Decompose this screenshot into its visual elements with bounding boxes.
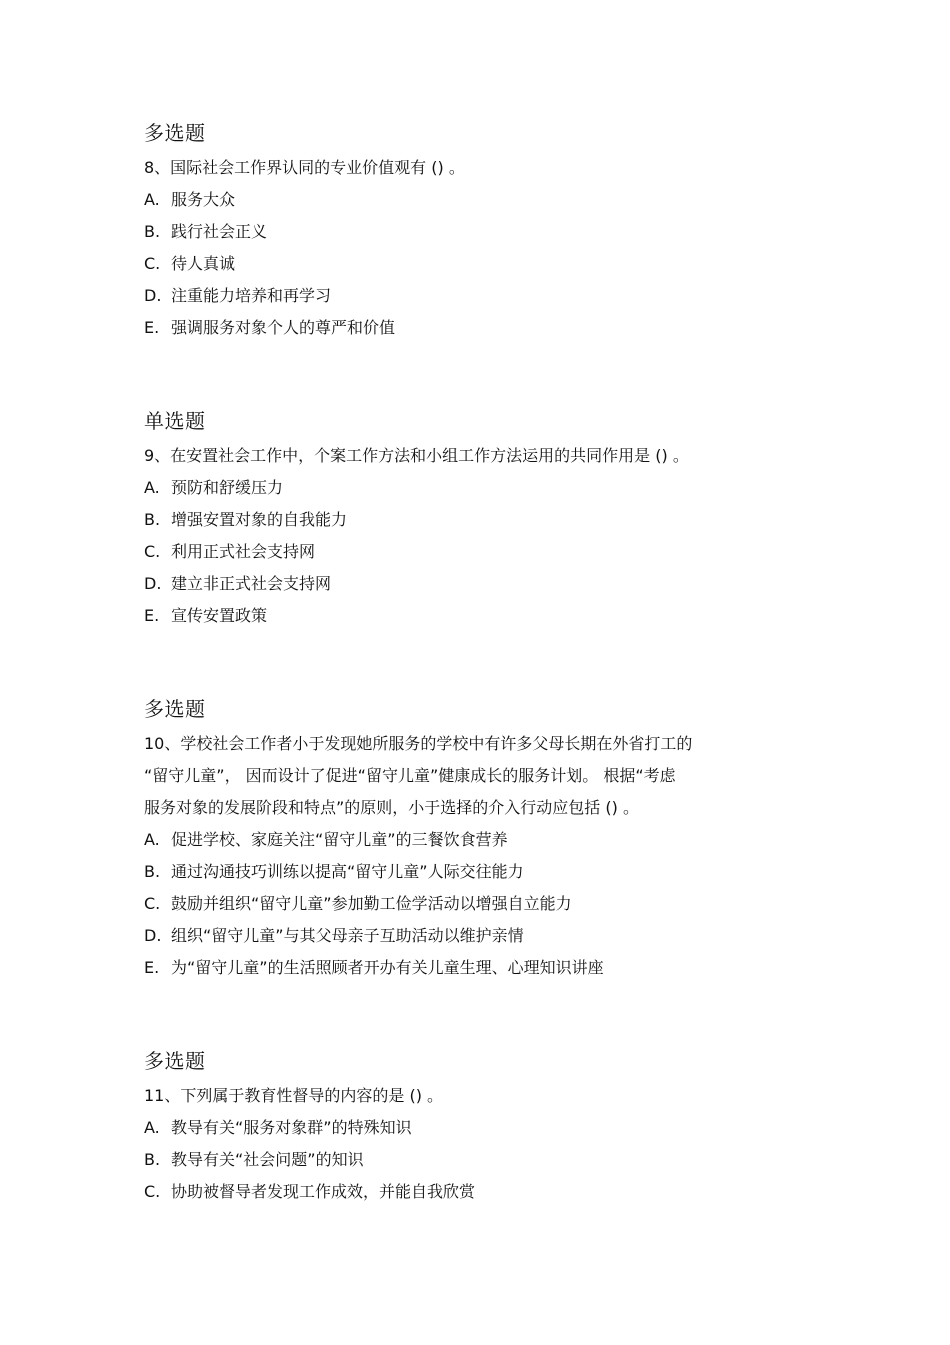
option-b xyxy=(144,216,824,248)
option-letter: B. xyxy=(144,222,161,241)
option-text: 建立非正式社会支持网 xyxy=(171,574,332,593)
option-letter: D. xyxy=(144,286,162,305)
question-11 xyxy=(144,1048,824,1208)
option-letter: D. xyxy=(144,926,162,945)
question-stem-line: 10、学校社会工作者小于发现她所服务的学校中有许多父母长期在外省打工的 xyxy=(144,734,693,753)
option-text: 践行社会正义 xyxy=(171,222,268,241)
option-a xyxy=(144,824,824,856)
option-a xyxy=(144,184,824,216)
option-text: 服务大众 xyxy=(171,190,236,209)
option-letter: B. xyxy=(144,510,161,529)
question-type: 单选题 xyxy=(144,409,206,433)
option-e xyxy=(144,952,824,984)
question-type: 多选题 xyxy=(144,1049,206,1073)
option-text: 利用正式社会支持网 xyxy=(171,542,316,561)
option-e xyxy=(144,600,824,632)
option-text: 鼓励并组织“留守儿童”参加勤工俭学活动以增强自立能力 xyxy=(171,894,572,913)
option-c xyxy=(144,888,824,920)
option-letter: B. xyxy=(144,862,161,881)
option-text: 增强安置对象的自我能力 xyxy=(171,510,348,529)
option-text: 通过沟通技巧训练以提高“留守儿童”人际交往能力 xyxy=(171,862,524,881)
option-letter: A. xyxy=(144,830,160,849)
question-10 xyxy=(144,696,824,984)
option-c xyxy=(144,248,824,280)
option-text: 宣传安置政策 xyxy=(171,606,268,625)
option-text: 促进学校、家庭关注“留守儿童”的三餐饮食营养 xyxy=(171,830,508,849)
option-e xyxy=(144,312,824,344)
question-9 xyxy=(144,408,824,632)
option-text: 注重能力培养和再学习 xyxy=(171,286,332,305)
option-a xyxy=(144,1112,824,1144)
option-d xyxy=(144,568,824,600)
question-stem: 11、下列属于教育性督导的内容的是 () 。 xyxy=(144,1086,444,1105)
question-type: 多选题 xyxy=(144,121,206,145)
question-8 xyxy=(144,120,824,344)
option-letter: D. xyxy=(144,574,162,593)
option-letter: A. xyxy=(144,1118,160,1137)
option-letter: A. xyxy=(144,478,160,497)
option-letter: A. xyxy=(144,190,160,209)
option-letter: C. xyxy=(144,894,161,913)
option-letter: C. xyxy=(144,1182,161,1201)
option-b xyxy=(144,856,824,888)
option-letter: E. xyxy=(144,958,160,977)
question-stem-line: “留守儿童”， 因而设计了促进“留守儿童”健康成长的服务计划。 根据“考虑 xyxy=(144,766,676,785)
option-text: 预防和舒缓压力 xyxy=(171,478,284,497)
option-text: 教导有关“社会问题”的知识 xyxy=(171,1150,364,1169)
option-d xyxy=(144,920,824,952)
question-stem-line: 服务对象的发展阶段和特点”的原则，小于选择的介入行动应包括 () 。 xyxy=(144,798,639,817)
option-text: 协助被督导者发现工作成效，并能自我欣赏 xyxy=(171,1182,476,1201)
option-text: 待人真诚 xyxy=(171,254,236,273)
question-type: 多选题 xyxy=(144,697,206,721)
option-text: 为“留守儿童”的生活照顾者开办有关儿童生理、心理知识讲座 xyxy=(171,958,604,977)
option-letter: E. xyxy=(144,318,160,337)
option-text: 组织“留守儿童”与其父母亲子互助活动以维护亲情 xyxy=(171,926,524,945)
option-c xyxy=(144,1176,824,1208)
option-d xyxy=(144,280,824,312)
option-letter: C. xyxy=(144,542,161,561)
option-text: 强调服务对象个人的尊严和价值 xyxy=(171,318,396,337)
option-c xyxy=(144,536,824,568)
question-stem: 8、国际社会工作界认同的专业价值观有 () 。 xyxy=(144,158,465,177)
option-letter: B. xyxy=(144,1150,161,1169)
option-a xyxy=(144,472,824,504)
option-letter: E. xyxy=(144,606,160,625)
question-stem: 9、在安置社会工作中，个案工作方法和小组工作方法运用的共同作用是 () 。 xyxy=(144,446,689,465)
option-b xyxy=(144,504,824,536)
option-b xyxy=(144,1144,824,1176)
option-letter: C. xyxy=(144,254,161,273)
option-text: 教导有关“服务对象群”的特殊知识 xyxy=(171,1118,412,1137)
